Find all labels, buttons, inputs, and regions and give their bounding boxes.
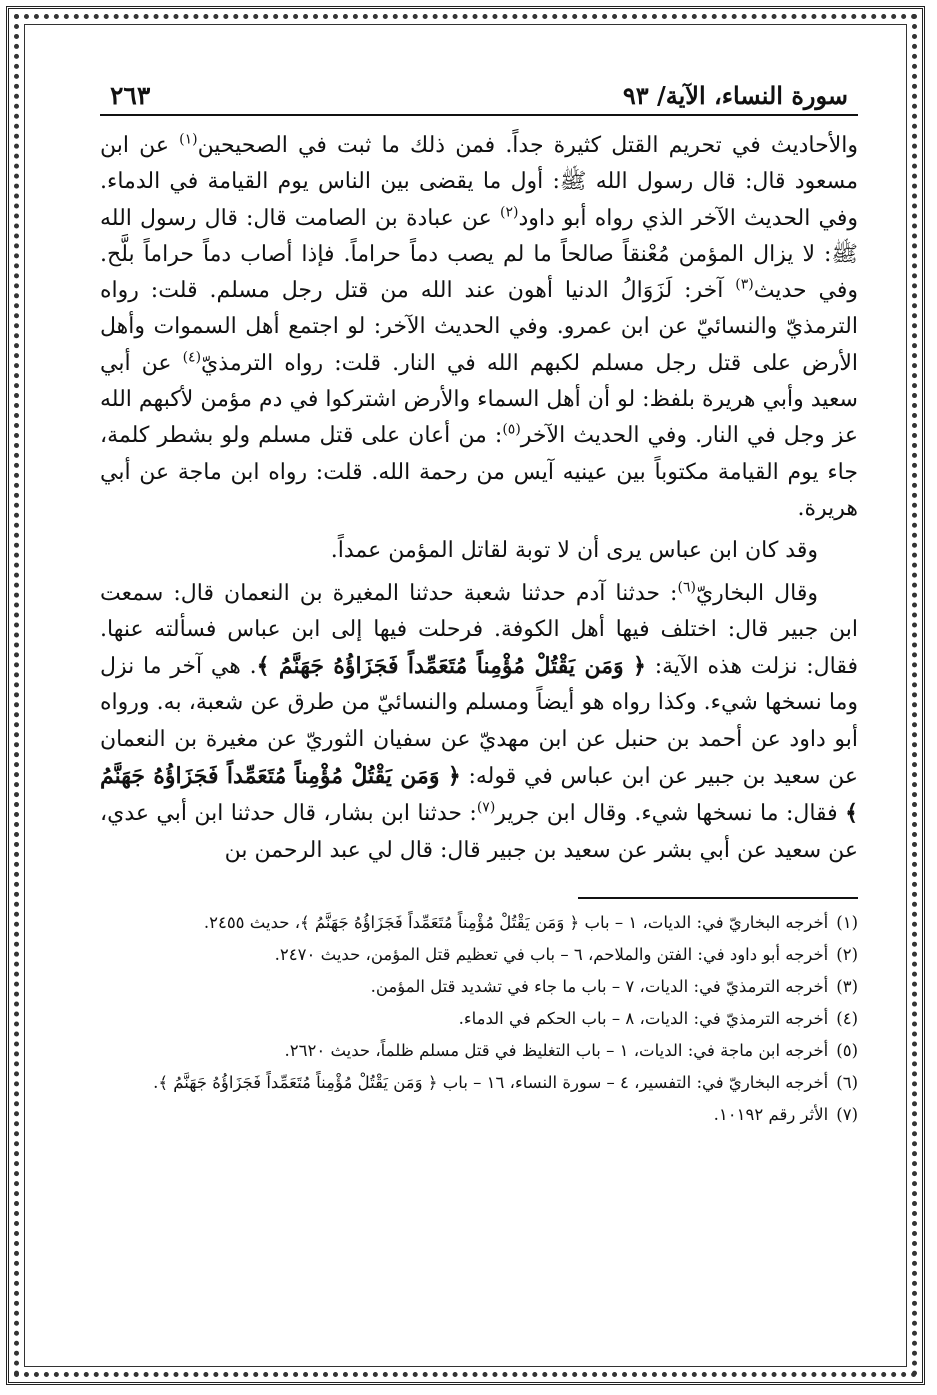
footnote-number: (٧) bbox=[836, 1104, 858, 1124]
footnote-ref-2: (٢) bbox=[499, 204, 519, 221]
footnote-number: (٤) bbox=[836, 1008, 858, 1028]
main-text bbox=[100, 128, 858, 869]
paragraph-2: وقد كان ابن عباس يرى أن لا توبة لقاتل المؤمن عمداً. bbox=[330, 538, 818, 564]
text-run: عن عبادة بن الصامت قال: قال رسول الله ﷺ: لا يزال المؤمن مُعْنقاً صالحاً ما لم يصب دماً حراماً. فإذا أصاب دماً حراماً بلَّح. وفي حديث bbox=[100, 205, 859, 304]
footnote-text: أخرجه البخاريّ في: الديات، ١ – باب ﴿ وَمَن يَقْتُلْ مُؤْمِناً مُتَعَمِّداً فَجَزَاؤُهُ جَهَنَّمُ ﴾، حديث ٢٤٥٥. bbox=[203, 912, 829, 932]
page-number: ٢٦٣ bbox=[110, 81, 151, 110]
text-run: والأحاديث في تحريم القتل كثيرة جداً. فمن ذلك ما ثبت في الصحيحين bbox=[197, 133, 859, 158]
footnote-number: (١) bbox=[836, 912, 858, 932]
footnote-ref-4: (٤) bbox=[182, 349, 202, 366]
footnote-5 bbox=[100, 1037, 858, 1064]
footnote-text: الأثر رقم ١٠١٩٢. bbox=[713, 1104, 829, 1124]
footnote-text: أخرجه البخاريّ في: التفسير، ٤ – سورة النساء، ١٦ – باب ﴿ وَمَن يَقْتُلْ مُؤْمِناً مُتَعَمِّداً فَجَزَاؤُهُ جَهَنَّمُ ﴾. bbox=[153, 1072, 829, 1092]
footnote-text: أخرجه أبو داود في: الفتن والملاحم، ٦ – باب في تعظيم قتل المؤمن، حديث ٢٤٧٠. bbox=[274, 944, 829, 964]
header-title: سورة النساء، الآية/ ٩٣ bbox=[622, 81, 848, 110]
running-header bbox=[100, 70, 858, 116]
footnote-6 bbox=[100, 1069, 858, 1096]
page-content bbox=[100, 70, 858, 1370]
footnote-ref-7: (٧) bbox=[476, 800, 496, 817]
quran-verse: ﴿ وَمَن يَقْتُلْ مُؤْمِناً مُتَعَمِّداً فَجَزَاؤُهُ جَهَنَّمُ ﴾ bbox=[100, 763, 858, 827]
footnotes bbox=[100, 909, 858, 1128]
footnote-text: أخرجه الترمذيّ في: الديات، ٧ – باب ما جاء في تشديد قتل المؤمن. bbox=[370, 976, 829, 996]
footnote-number: (٥) bbox=[836, 1040, 858, 1060]
paragraph-1 bbox=[100, 128, 858, 527]
footnote-7 bbox=[100, 1101, 858, 1128]
text-run: : حدثنا آدم حدثنا شعبة حدثنا المغيرة بن النعمان قال: سمعت ابن جبير قال: اختلف فيها أهل الكوفة. فرحلت فيها إلى ابن عباس فسألته عنها. فقال: نزلت هذه الآية: bbox=[100, 580, 859, 680]
text-run: عن أبي سعيد وأبي هريرة بلفظ: لو أن أهل السماء والأرض اشتركوا في دم مؤمن لأكبهم الله عز وجل في النار. وفي الحديث الآخر bbox=[100, 350, 858, 449]
text-run: . هي آخر ما نزل وما نسخها شيء. وكذا رواه هو أيضاً ومسلم والنسائيّ من طرق عن شعبة، به. ورواه أبو داود عن أحمد بن حنبل عن ابن مهديّ عن سفيان الثوريّ عن مغيرة بن النعمان عن سعيد بن جبير عن ابن عباس في قوله: bbox=[100, 654, 858, 790]
footnote-ref-1: (١) bbox=[179, 131, 198, 148]
footnote-4 bbox=[100, 1005, 858, 1032]
footnote-ref-6: (٦) bbox=[677, 579, 696, 596]
footnote-1 bbox=[100, 909, 858, 936]
footnote-ref-5: (٥) bbox=[502, 422, 521, 439]
footnote-text: أخرجه الترمذيّ في: الديات، ٨ – باب الحكم في الدماء. bbox=[458, 1008, 829, 1028]
footnote-number: (٢) bbox=[836, 944, 858, 964]
text-run: عن ابن مسعود قال: قال رسول الله ﷺ: أول ما يقضى بين الناس يوم القيامة في الدماء. وفي الحديث الآخر الذي رواه أبو داود bbox=[100, 133, 858, 231]
footnote-3 bbox=[100, 973, 858, 1000]
footnote-separator bbox=[578, 897, 858, 899]
footnote-text: أخرجه ابن ماجة في: الديات، ١ – باب التغليظ في قتل مسلم ظلماً، حديث ٢٦٢٠. bbox=[284, 1040, 829, 1060]
text-run: فقال: ما نسخها شيء. وقال ابن جرير bbox=[495, 801, 846, 827]
text-run: : من أعان على قتل مسلم ولو بشطر كلمة، جاء يوم القيامة مكتوباً بين عينيه آيس من رحمة الله. قلت: رواه ابن ماجة عن أبي هريرة. bbox=[100, 423, 858, 521]
footnote-number: (٣) bbox=[836, 976, 858, 996]
footnote-2 bbox=[100, 941, 858, 968]
quran-verse: ﴿ وَمَن يَقْتُلْ مُؤْمِناً مُتَعَمِّداً فَجَزَاؤُهُ جَهَنَّمُ ﴾ bbox=[256, 653, 646, 680]
text-run: وقال البخاريّ bbox=[695, 580, 818, 606]
text-run: آخر: لَزَوَالُ الدنيا أهون عند الله من قتل رجل مسلم. قلت: رواه الترمذيّ والنسائيّ عن ابن عمرو. وفي الحديث الآخر: لو اجتمع أهل السموات وأهل الأرض على قتل رجل مسلم لكبهم الله في النار. قلت: رواه الترمذيّ bbox=[100, 278, 859, 376]
footnote-ref-3: (٣) bbox=[735, 276, 754, 293]
footnote-number: (٦) bbox=[836, 1072, 858, 1092]
text-run: : حدثنا ابن بشار، قال حدثنا ابن أبي عدي، عن سعيد عن أبي بشر عن سعيد بن جبير قال: قال لي عبد الرحمن بن bbox=[100, 801, 858, 863]
paragraph-3 bbox=[100, 576, 858, 869]
